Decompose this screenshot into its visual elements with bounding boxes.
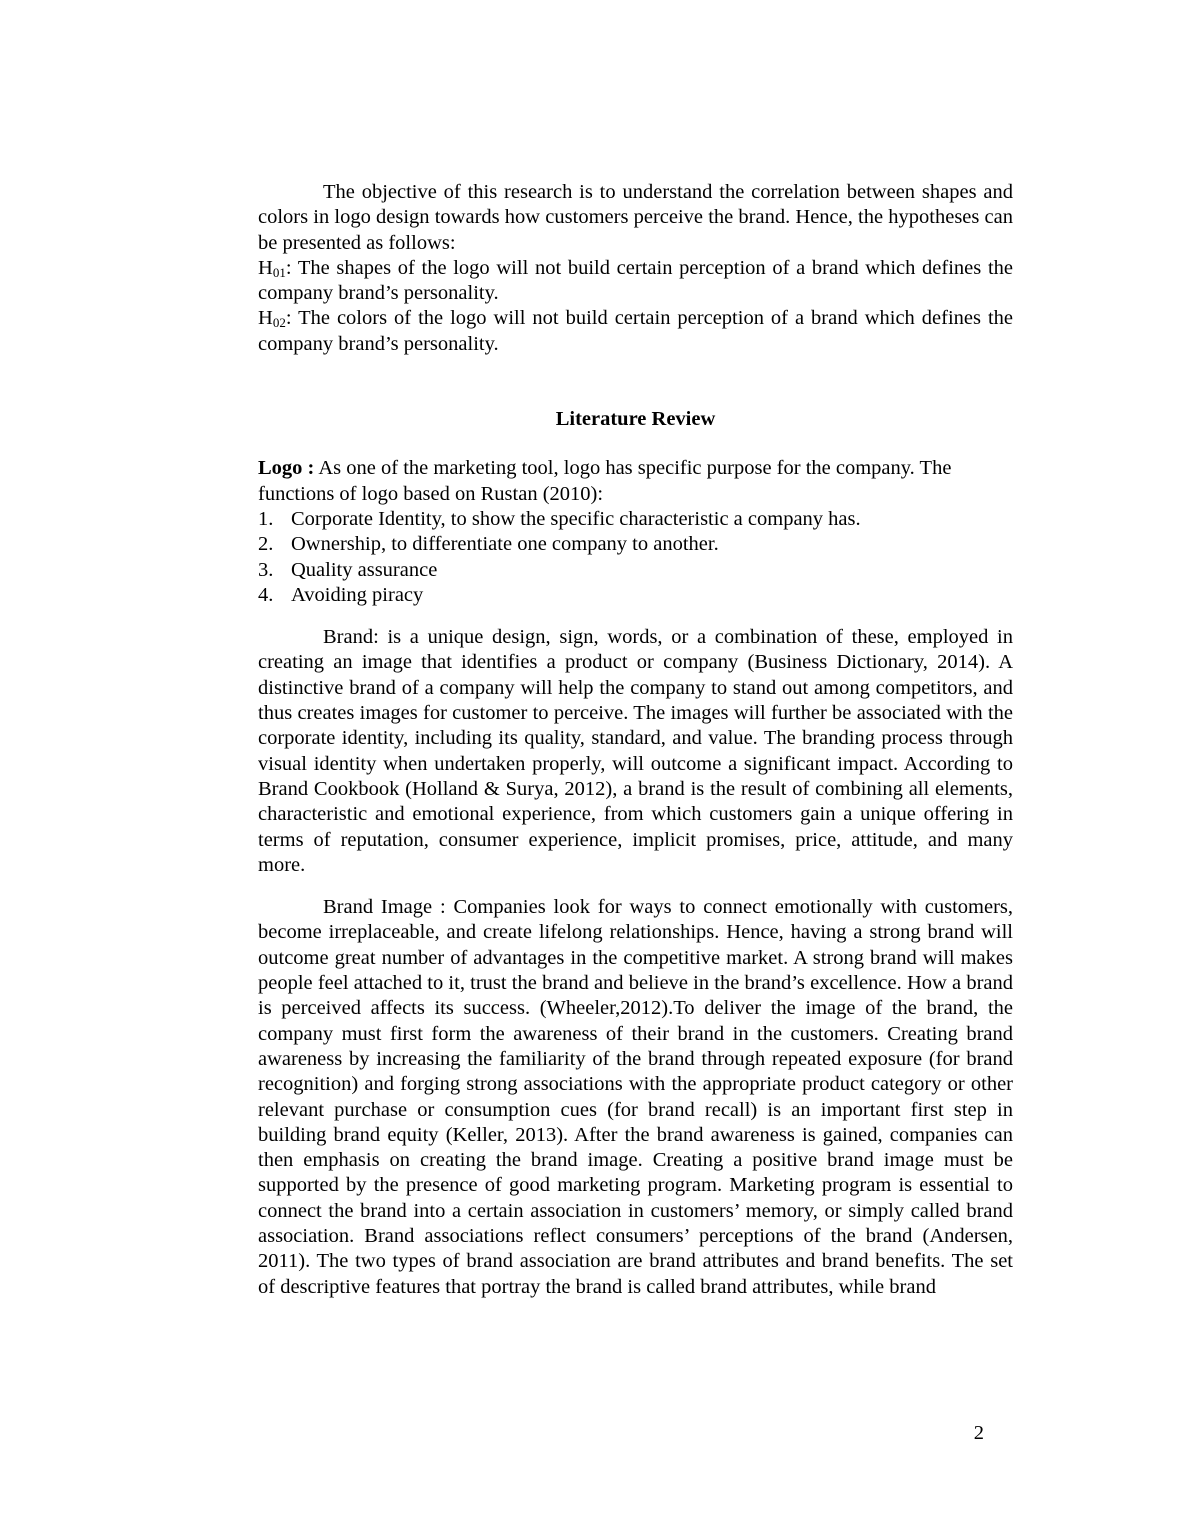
objective-paragraph: The objective of this research is to understand the correlation between shapes and colors in logo design towards how customers perceive the brand. Hence, the hypotheses can be presented as follows: bbox=[258, 181, 1013, 254]
brand-image-paragraph: Brand Image : Companies look for ways to connect emotionally with customers, become irreplaceable, and create lifelong relationships. Hence, having a strong brand will outcome great number of advantages in the competitive market. A strong brand will makes people feel attached to it, trust the brand and believe in the brand’s excellence. How a brand is perceived affects its success. (Wheeler,2012).To deliver the image of the brand, the company must first form the awareness of their brand in the customers. Creating brand awareness by increasing the familiarity of the brand through repeated exposure (for brand recognition) and forging strong associations with the appropriate product category or other relevant purchase or consumption cues (for brand recall) is an important first step in building brand equity (Keller, 2013). After the brand awareness is gained, companies can then emphasis on creating the brand image. Creating a positive brand image must be supported by the presence of good marketing program. Marketing program is essential to connect the brand into a certain association in customers’ memory, or simply called brand association. Brand associations reflect consumers’ perceptions of the brand (Andersen, 2011). The two types of brand association are brand attributes and brand benefits. The set of descriptive features that portray the brand is called brand attributes, while brand bbox=[258, 896, 1013, 1298]
list-item-number: 2. bbox=[258, 533, 274, 556]
hypothesis-text: : The colors of the logo will not build certain perception of a brand which defines the company brand’s personality. bbox=[258, 307, 1013, 355]
hypothesis-letter: H bbox=[258, 256, 273, 279]
hypothesis-letter: H bbox=[258, 307, 273, 330]
brand-paragraph: Brand: is a unique design, sign, words, or a combination of these, employed in creating an image that identifies a product or company (Business Dictionary, 2014). A distinctive brand of a company will help the company to stand out among competitors, and thus creates images for customer to perceive. The images will further be associated with the corporate identity, including its quality, standard, and value. The branding process through visual identity when undertaken properly, will outcome a significant impact. According to Brand Cookbook (Holland & Surya, 2012), a brand is the result of combining all elements, characteristic and emotional experience, from which customers gain a unique offering in terms of reputation, consumer experience, implicit promises, price, attitude, and many more. bbox=[258, 626, 1013, 876]
list-item bbox=[258, 583, 1013, 608]
list-item-number: 4. bbox=[258, 583, 274, 606]
list-item-number: 1. bbox=[258, 507, 274, 530]
hypothesis-subscript: 02 bbox=[272, 315, 286, 331]
page-number: 2 bbox=[973, 1422, 984, 1444]
list-item-number: 3. bbox=[258, 558, 274, 581]
list-item-text: Avoiding piracy bbox=[291, 583, 424, 606]
hypothesis-subscript: 01 bbox=[272, 264, 286, 280]
logo-term: Logo : bbox=[258, 457, 315, 480]
document-page bbox=[258, 180, 1013, 1300]
section-heading: Literature Review bbox=[555, 408, 716, 431]
list-item bbox=[258, 558, 1013, 583]
logo-intro-text: As one of the marketing tool, logo has specific purpose for the company. The functions of logo based on Rustan (2010): bbox=[258, 457, 952, 505]
list-item bbox=[258, 507, 1013, 532]
list-item-text: Ownership, to differentiate one company to another. bbox=[291, 533, 719, 556]
list-item-text: Quality assurance bbox=[291, 558, 438, 581]
list-item-text: Corporate Identity, to show the specific characteristic a company has. bbox=[291, 507, 861, 530]
list-item bbox=[258, 532, 1013, 557]
hypothesis-h01 bbox=[258, 256, 1013, 307]
logo-paragraph bbox=[258, 456, 1013, 507]
hypothesis-h02 bbox=[258, 306, 1013, 357]
hypothesis-text: : The shapes of the logo will not build certain perception of a brand which defines the company brand’s personality. bbox=[258, 256, 1013, 305]
logo-functions-list bbox=[258, 507, 1013, 608]
